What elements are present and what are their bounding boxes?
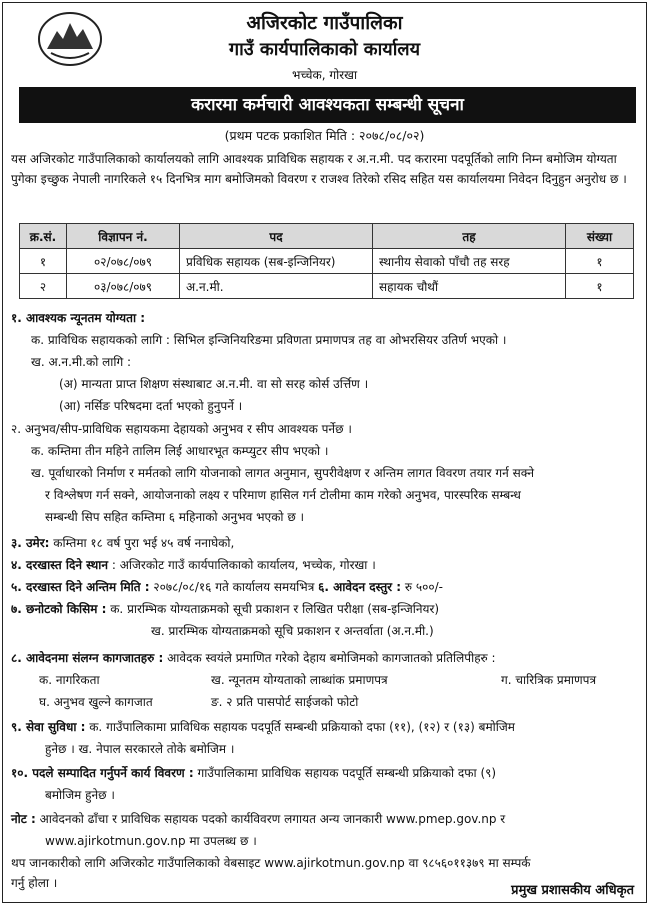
table-row	[20, 274, 634, 299]
documents-row-1	[11, 670, 636, 690]
facilities-label: ९. सेवा सुविधा :	[11, 720, 86, 734]
office-address: भच्चेक, गोरखा	[291, 68, 358, 82]
publication-date: (प्रथम पटक प्रकाशित मिति : २०७८/०८/०२)	[224, 128, 425, 143]
section-7-selection	[11, 599, 636, 619]
note-line	[11, 809, 636, 829]
section-8-documents	[11, 648, 636, 668]
deadline-label: ५. दरखास्त दिने अन्तिम मिति :	[11, 580, 150, 594]
place-label: ४. दरखास्त दिने स्थान	[11, 558, 109, 572]
contact-line: थप जानकारीको लागि अजिरकोट गाउँपालिकाको वेबसाइट www.ajirkotmun.gov.np वा ९८५६०११३७९ मा सम्पर्क	[11, 856, 531, 870]
table-cell: ०२/०७८/०७९	[67, 249, 180, 274]
office-name: गाउँ कार्यपालिकाको कार्यालय	[228, 39, 421, 60]
doc-experience: घ. अनुभव खुल्ने कागजात	[39, 695, 153, 709]
documents-row-2	[11, 692, 636, 712]
section-10-duties	[11, 763, 636, 783]
section-9-facilities	[11, 717, 636, 737]
intro-paragraph: यस अजिरकोट गाउँपालिकाको कार्यालयको लागि आवश्यक प्राविधिक सहायक र अ.न.मी. पद करारमा पदपूर्तिको लागि निम्न बमोजिम योग्यता पुगेका इच्छुक नेपाली नागरिकले १५ दिनभित्र माग बमोजिमको विवरण र राजश्व तिरेको रसिद सहित यस कार्यालयमा निवेदन दिनुहुन अनुरोध छ ।	[11, 152, 627, 186]
section-2-heading: २. अनुभव/सीप-प्राविधिक सहायकमा देहायको अनुभव र सीप आवश्यक पर्नेछ ।	[11, 422, 352, 436]
note-label: नोट :	[11, 812, 36, 826]
section-1-item-b: ख. अ.न.मी.को लागि :	[31, 355, 132, 369]
section-1-item-a: क. प्राविधिक सहायकको लागि : सिभिल इन्जिनियरिङमा प्रविणता प्रमाणपत्र तह वा ओभरसियर उतिर्ण भएको ।	[31, 333, 507, 347]
age-label: ३. उमेर:	[11, 536, 50, 550]
duties-cont: बमोजिम हुनेछ ।	[45, 788, 115, 802]
doc-marksheet: ख. न्यूनतम योग्यताको लाब्धांक प्रमाणपत्र	[211, 673, 388, 687]
notice-title: करारमा कर्मचारी आवश्यकता सम्बन्धी सूचना	[19, 87, 636, 123]
selection-item-a: क. प्रारम्भिक योग्यताक्रमको सूची प्रकाशन र लिखित परीक्षा (सब-इन्जिनियर)	[106, 602, 440, 616]
section-1-item-b2: (आ) नर्सिङ परिषदमा दर्ता भएको हुनुपर्ने ।	[59, 399, 243, 413]
table-cell: १	[566, 274, 634, 299]
table-cell: स्थानीय सेवाको पाँचौ तह सरह	[373, 249, 566, 274]
doc-citizenship: क. नागरिकता	[39, 673, 100, 687]
section-2-item-b-end: सम्बन्धी सिप सहित कम्तिमा ६ महिनाको अनुभव भएको छ ।	[45, 510, 305, 524]
col-count: संख्या	[566, 224, 634, 249]
table-cell: ०३/०७८/०७९	[67, 274, 180, 299]
table-cell: १	[566, 249, 634, 274]
col-advert-no: विज्ञापन नं.	[67, 224, 180, 249]
selection-label: ७. छनोटको किसिम :	[11, 602, 107, 616]
table-cell: २	[20, 274, 67, 299]
col-level: तह	[373, 224, 566, 249]
documents-label: ८. आवेदनमा संलग्न कागजातहरु :	[11, 651, 164, 665]
signatory-title: प्रमुख प्रशासकीय अधिकृत	[511, 883, 634, 898]
age-value: कम्तिमा १८ वर्ष पुरा भई ४५ वर्ष ननाघेको,	[49, 536, 235, 550]
documents-intro: आवेदक स्वयंले प्रमाणित गरेको देहाय बमोजिमको कागजातको प्रतिलिपीहरु :	[163, 651, 496, 665]
section-5-deadline	[11, 577, 636, 597]
section-2-item-a: क. कम्तिमा तीन महिने तालिम लिई आधारभूत कम्प्युटर सीप भएको ।	[31, 444, 329, 458]
place-value: : अजिरकोट गाउँ कार्यपालिकाको कार्यालय, भच्चेक, गोरखा ।	[108, 558, 376, 572]
section-3-age	[11, 533, 636, 553]
vacancy-table	[19, 223, 634, 299]
doc-character: ग. चारित्रिक प्रमाणपत्र	[501, 673, 597, 687]
table-header-row	[20, 224, 634, 249]
duties-label: १०. पदले सम्पादित गर्नुपर्ने कार्य विवरण :	[11, 766, 194, 780]
table-row	[20, 249, 634, 274]
fee-value: रु ५००/-	[401, 580, 443, 594]
table-cell: प्रविधिक सहायक (सब-इन्जिनियर)	[180, 249, 373, 274]
facilities-cont: हुनेछ । ख. नेपाल सरकारले तोके बमोजिम ।	[45, 742, 235, 756]
section-1-heading: १. आवश्यक न्यूनतम योग्यता :	[11, 311, 146, 325]
section-2-item-b-cont: र विश्लेषण गर्न सक्ने, आयोजनाको लक्ष्य र परिमाण हासिल गर्न टोलीमा काम गरेको अनुभव, पारस्परिक सम्बन्ध	[45, 488, 521, 502]
section-1-item-b1: (अ) मान्यता प्राप्त शिक्षण संस्थाबाट अ.न.मी. वा सो सरह कोर्स उर्त्तिण ।	[59, 377, 369, 391]
contact-cont: गर्नु होला ।	[11, 876, 58, 890]
facilities-value: क. गाउँपालिकामा प्राविधिक सहायक पदपूर्ति सम्बन्धी प्रक्रियाको दफा (११), (१२) र (१३) बमोजिम	[85, 720, 515, 734]
table-cell: अ.न.मी.	[180, 274, 373, 299]
fee-label: ६. आवेदन दस्तुर :	[318, 580, 402, 594]
col-serial: क्र.सं.	[20, 224, 67, 249]
deadline-value: २०७८/०८/१६ गते कार्यालय समयभित्र	[149, 580, 319, 594]
selection-item-b: ख. प्रारम्भिक योग्यताक्रमको सूचि प्रकाशन र अन्तर्वाता (अ.न.मी.)	[151, 624, 434, 638]
table-cell: १	[20, 249, 67, 274]
duties-value: गाउँपालिकामा प्राविधिक सहायक पदपूर्ति सम्बन्धी प्रक्रियाको दफा (९)	[193, 766, 497, 780]
doc-photo: ङ. २ प्रति पासपोर्ट साईजको फोटो	[211, 695, 359, 709]
section-2-item-b: ख. पूर्वाधारको निर्माण र मर्मतको लागि योजनाको लागत अनुमान, सुपरीवेक्षण र अन्तिम लागत विवरण तयार गर्न सक्ने	[31, 466, 534, 480]
col-post: पद	[180, 224, 373, 249]
municipality-name: अजिरकोट गाउँपालिका	[246, 12, 403, 34]
notice-page	[2, 2, 647, 903]
table-cell: सहायक चौथौं	[373, 274, 566, 299]
note-text: आवेदनको ढाँचा र प्राविधिक सहायक पदको कार्यविवरण लगायत अन्य जानकारी www.pmep.gov.np र	[35, 812, 506, 826]
section-4-place	[11, 555, 636, 575]
note-cont: www.ajirkotmun.gov.np मा उपलब्ध छ ।	[45, 834, 257, 848]
